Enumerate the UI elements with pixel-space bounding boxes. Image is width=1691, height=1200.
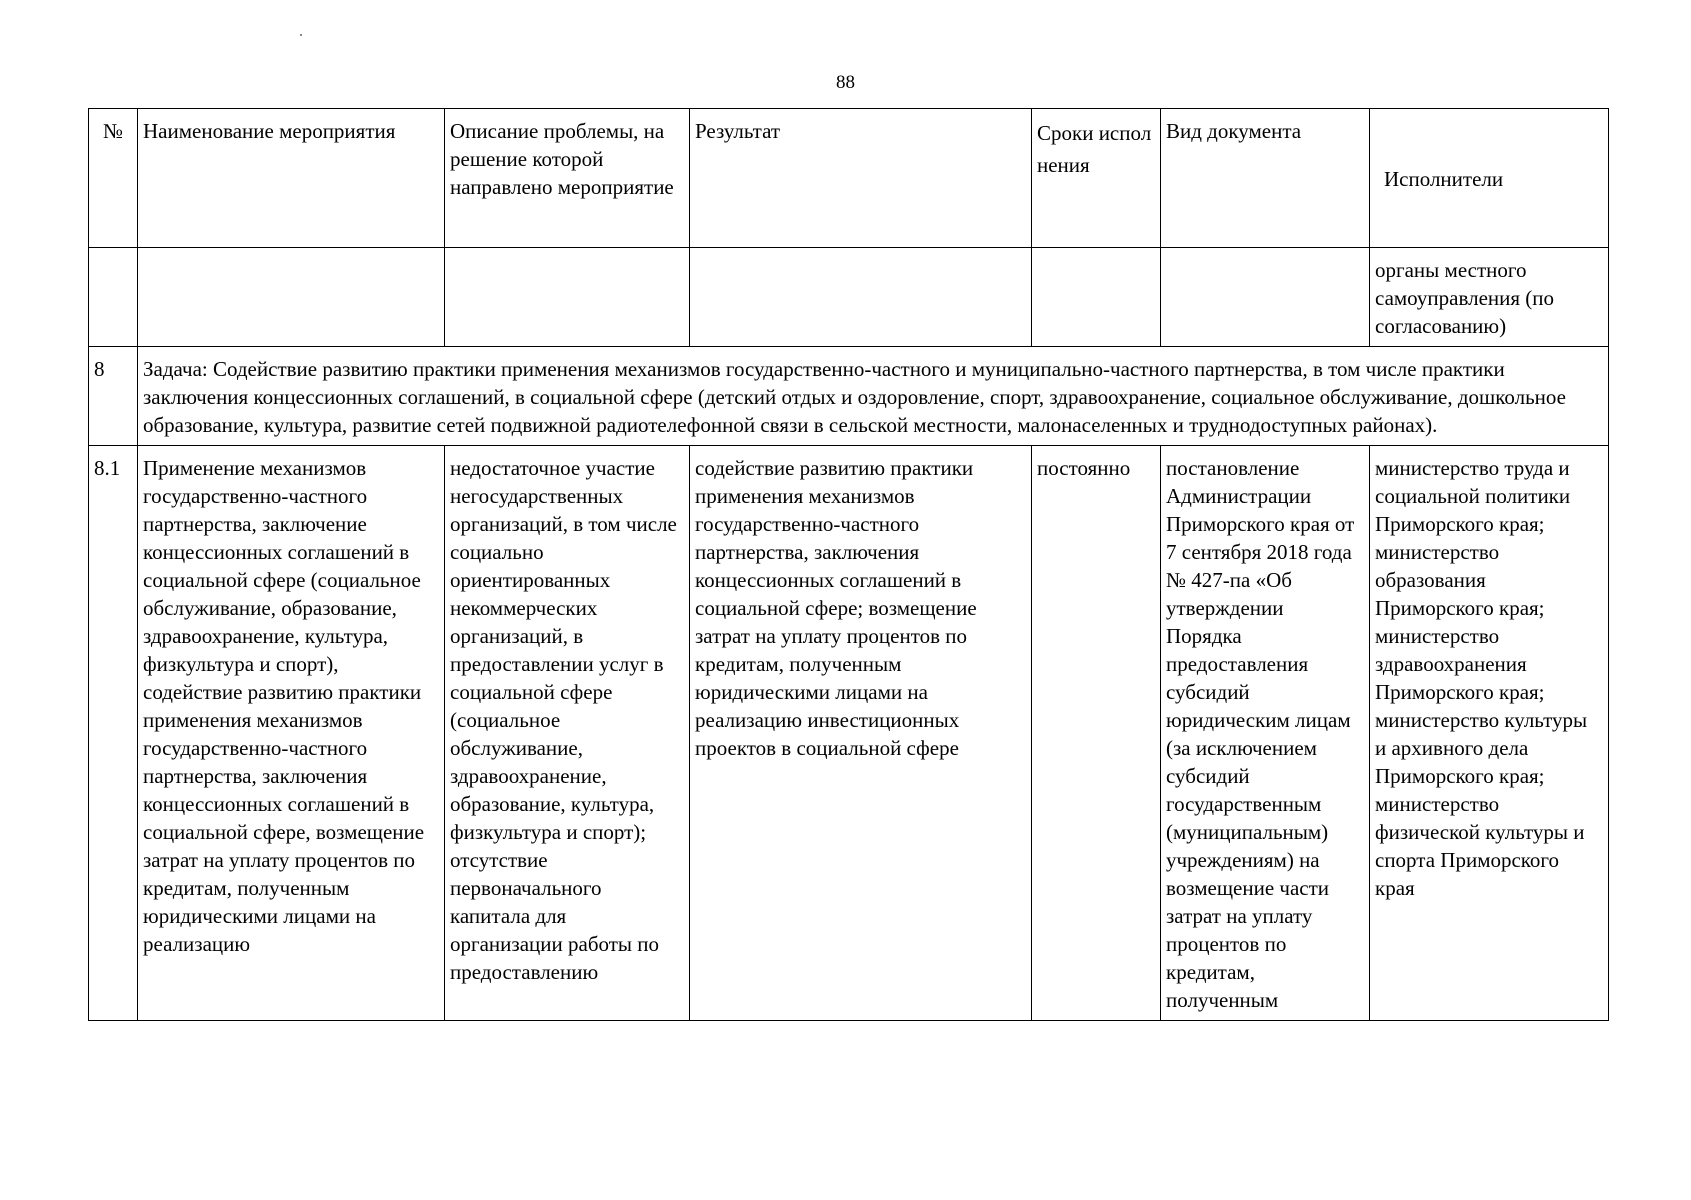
header-result: Результат	[690, 109, 1032, 248]
cell-empty	[690, 248, 1032, 347]
cell-problem: недостаточное участие негосударственных организаций, в том числе социально ориентированных некоммерческих организаций, в предоставлении услуг в социальной сфере (социальное обслуживание, здравоохранение, образование, культура, физкультура и спорт); отсутствие первоначального капитала для организации работы по предоставлению	[445, 446, 690, 1021]
header-problem-description: Описание проблемы, на решение которой направлено мероприятие	[445, 109, 690, 248]
cell-empty	[1032, 248, 1161, 347]
cell-task-text: Задача: Содействие развитию практики применения механизмов государственно-частного и муниципально-частного партнерства, в том числе практики заключения концессионных соглашений, в социальной сфере (детский отдых и оздоровление, спорт, здравоохранение, социальное обслуживание, дошкольное образование, культура, развитие сетей подвижной радиотелефонной связи в сельской местности, малонаселенных и труднодоступных районах).	[138, 347, 1609, 446]
header-executors: Исполнители	[1370, 109, 1609, 248]
cell-empty	[138, 248, 445, 347]
page-number: 88	[836, 72, 855, 93]
cell-result: содействие развитию практики применения механизмов государственно-частного партнерства, заключения концессионных соглашений в социальной сфере; возмещение затрат на уплату процентов по кредитам, полученным юридическими лицами на реализацию инвестиционных проектов в социальной сфере	[690, 446, 1032, 1021]
table-row-task-8	[89, 347, 1609, 446]
cell-empty	[1161, 248, 1370, 347]
cell-empty	[445, 248, 690, 347]
header-document-type: Вид документа	[1161, 109, 1370, 248]
header-deadline: Сроки исполнения	[1032, 109, 1161, 248]
header-row	[89, 109, 1609, 248]
cell-deadline: постоянно	[1032, 446, 1161, 1021]
table-row-8-1	[89, 446, 1609, 1021]
cell-empty	[89, 248, 138, 347]
table-row-continuation	[89, 248, 1609, 347]
scan-speck	[300, 34, 302, 36]
cell-measure-name: Применение механизмов государственно-частного партнерства, заключение концессионных соглашений в социальной сфере (социальное обслуживание, образование, здравоохранение, культура, физкультура и спорт), содействие развитию практики применения механизмов государственно-частного партнерства, заключения концессионных соглашений в социальной сфере, возмещение затрат на уплату процентов по кредитам, полученным юридическими лицами на реализацию	[138, 446, 445, 1021]
cell-row-number: 8.1	[89, 446, 138, 1021]
header-measure-name: Наименование мероприятия	[138, 109, 445, 248]
cell-executors-continuation: органы местного самоуправления (по согласованию)	[1370, 248, 1609, 347]
cell-executors: министерство труда и социальной политики Приморского края; министерство образования Приморского края; министерство здравоохранения Приморского края; министерство культуры и архивного дела Приморского края; министерство физической культуры и спорта Приморского края	[1370, 446, 1609, 1021]
measures-table	[88, 108, 1609, 1021]
cell-document: постановление Администрации Приморского края от 7 сентября 2018 года № 427-па «Об утверждении Порядка предоставления субсидий юридическим лицам (за исключением субсидий государственным (муниципальным) учреждениям) на возмещение части затрат на уплату процентов по кредитам, полученным	[1161, 446, 1370, 1021]
header-number: №	[89, 109, 138, 248]
cell-task-number: 8	[89, 347, 138, 446]
